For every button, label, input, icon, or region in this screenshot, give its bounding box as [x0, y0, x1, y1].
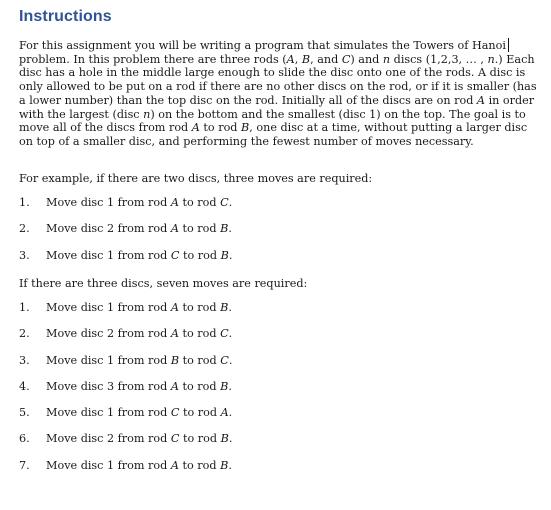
rod-label: B — [220, 301, 229, 314]
intro-variable: C — [341, 52, 351, 66]
step-text-run: . — [228, 432, 233, 446]
intro-text-run: problem. In this problem there are three rods ( — [19, 52, 287, 66]
move-step — [19, 222, 539, 248]
rod-label: A — [170, 379, 179, 393]
move-step — [19, 406, 539, 432]
step-number: 1. — [19, 196, 30, 209]
rod-label: A — [220, 406, 229, 420]
step-text-run: . — [228, 327, 233, 341]
intro-text-run: ) and — [350, 52, 383, 66]
step-text — [46, 249, 232, 263]
intro-text-run: in order with the largest (disc — [19, 93, 535, 121]
step-text-run: to rod — [179, 248, 221, 262]
intro-text-run: , — [294, 52, 302, 66]
intro-variable: B — [301, 52, 311, 66]
step-text-run: Move disc 3 from rod — [46, 379, 171, 393]
step-text — [46, 380, 232, 394]
step-number: 3. — [19, 353, 30, 367]
step-text-run: . — [228, 458, 232, 472]
step-text — [46, 222, 232, 236]
step-text-run: Move disc 1 from rod — [46, 458, 171, 472]
step-text-run: Move disc 1 from rod — [46, 406, 171, 420]
example-two-discs-text: For example, if there are two discs, three moves are required: — [19, 172, 373, 185]
intro-text-run: .) Each disc has a hole in the middle large enough to slide the disc onto one of the rods. A disc is only allowed to be put on a rod if there are no other discs on the rod, or if it is smaller (has a lower number) than the top disc on the rod. Initially all of the discs are on rod — [19, 52, 537, 107]
step-text — [46, 327, 232, 341]
step-text-run: to rod — [179, 432, 221, 446]
step-text-run: to rod — [178, 327, 221, 341]
move-step — [19, 354, 539, 380]
step-text-run: . — [228, 353, 233, 367]
rod-label: A — [170, 301, 179, 314]
intro-text-run: , one disc at a time, without putting a larger disc on top of a smaller disc, and performing the fewest number of moves necessary. — [19, 121, 528, 148]
step-text-run: to rod — [178, 379, 221, 393]
move-step — [19, 196, 539, 222]
example-three-discs-text: If there are three discs, seven moves are required: — [19, 277, 308, 290]
step-text — [46, 406, 232, 420]
intro-variable: A — [476, 93, 486, 107]
step-text-run: to rod — [178, 196, 221, 209]
rod-label: C — [170, 248, 180, 262]
step-number: 4. — [19, 379, 30, 393]
rod-label: B — [220, 248, 229, 262]
three-disc-move-list — [19, 301, 539, 485]
intro-text-run: discs (1,2,3, … , — [390, 52, 488, 66]
rod-label: A — [170, 327, 179, 341]
step-text-run: Move disc 1 from rod — [46, 248, 171, 262]
step-text-run: . — [228, 406, 233, 420]
page-heading: Instructions — [19, 8, 112, 25]
rod-label: A — [170, 222, 179, 236]
step-text-run: Move disc 1 from rod — [46, 196, 171, 209]
rod-label: B — [220, 458, 229, 472]
step-text-run: Move disc 1 from rod — [46, 301, 171, 314]
intro-text-run: , and — [310, 52, 342, 66]
step-text — [46, 459, 232, 473]
rod-label: A — [170, 196, 179, 209]
rod-label: C — [170, 406, 180, 420]
step-text-run: . — [228, 379, 232, 393]
step-text-run: Move disc 2 from rod — [46, 327, 171, 341]
step-number: 5. — [19, 406, 30, 420]
step-text — [46, 196, 232, 210]
move-step — [19, 459, 539, 485]
rod-label: C — [220, 353, 229, 367]
two-disc-move-list — [19, 196, 539, 275]
step-number: 2. — [19, 327, 30, 341]
step-number: 6. — [19, 432, 30, 446]
step-text-run: to rod — [178, 222, 221, 236]
rod-label: B — [220, 379, 229, 393]
move-step — [19, 380, 539, 406]
move-step — [19, 327, 539, 353]
step-number: 7. — [19, 458, 30, 472]
step-text-run: Move disc 1 from rod — [46, 353, 171, 367]
intro-variable: B — [241, 121, 250, 135]
intro-variable: n — [382, 52, 391, 66]
rod-label: B — [220, 222, 229, 236]
step-number: 2. — [19, 222, 30, 236]
step-text-run: Move disc 2 from rod — [46, 432, 171, 446]
step-number: 1. — [19, 301, 30, 314]
rod-label: C — [220, 327, 229, 341]
intro-text-run: ) on the bottom and the smallest (disc 1) on the top. The goal is to move all of the discs from rod — [19, 107, 526, 135]
step-text-run: Move disc 2 from rod — [46, 222, 171, 236]
rod-label: B — [170, 353, 180, 367]
rod-label: C — [170, 432, 180, 446]
rod-label: C — [220, 196, 229, 209]
step-text-run: . — [228, 196, 233, 209]
intro-variable: A — [286, 52, 295, 66]
intro-text-run: For this assignment you will be writing a program that simulates the Towers of Hanoi — [19, 39, 506, 52]
rod-label: B — [220, 432, 229, 446]
rod-label: A — [170, 458, 179, 472]
intro-text-run: to rod — [199, 121, 242, 135]
move-step — [19, 301, 539, 327]
intro-variable: A — [191, 121, 200, 135]
move-step — [19, 249, 539, 275]
step-text-run: to rod — [179, 406, 221, 420]
step-text — [46, 354, 232, 368]
step-text — [46, 432, 232, 446]
step-text-run: . — [228, 301, 232, 314]
step-text-run: . — [228, 248, 233, 262]
intro-paragraph[interactable] — [19, 38, 539, 149]
step-text-run: to rod — [178, 301, 221, 314]
step-text-run: to rod — [179, 353, 221, 367]
move-step — [19, 432, 539, 458]
step-text — [46, 301, 232, 315]
intro-variable: n — [143, 107, 151, 121]
intro-variable: n — [487, 52, 495, 66]
step-text-run: . — [228, 222, 232, 236]
text-cursor — [508, 38, 509, 52]
step-number: 3. — [19, 248, 30, 262]
step-text-run: to rod — [178, 458, 221, 472]
